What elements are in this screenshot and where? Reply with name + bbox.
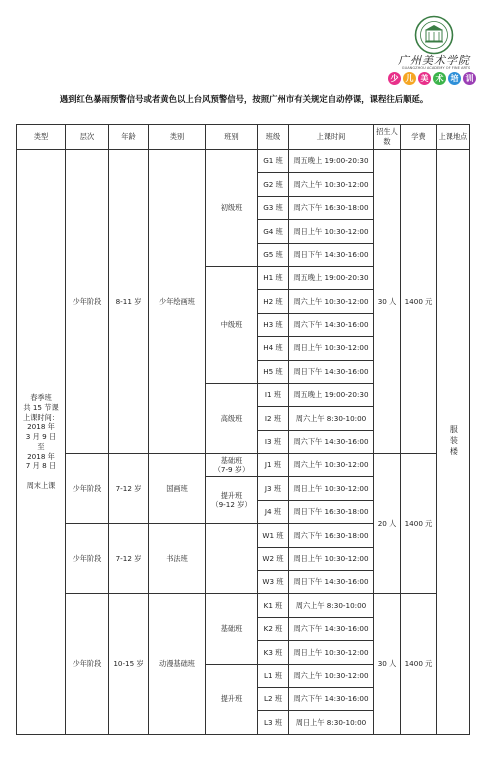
school-name: 广州美术学院 <box>398 54 470 67</box>
class-time-cell: 周日上午 10:30-12:00 <box>289 547 374 570</box>
course-type-line: 周末上课 <box>26 480 56 490</box>
course-type-line: 共 15 节课 <box>23 403 59 412</box>
class-time-cell: 周六上午 10:30-12:00 <box>289 664 374 687</box>
class-tier-cell <box>206 454 258 477</box>
class-id-cell: I1 班 <box>258 383 289 406</box>
class-id-cell: H1 班 <box>258 266 289 289</box>
class-id-cell: W2 班 <box>258 547 289 570</box>
class-tier-cell <box>206 594 258 664</box>
class-tier-name: 提升班 <box>220 490 243 500</box>
class-tier-name: 高级班 <box>220 413 243 423</box>
category-cell: 国画班 <box>149 454 206 524</box>
column-header: 学费 <box>401 125 437 150</box>
school-name-en: GUANGZHOU ACADEMY OF FINE ARTS <box>401 66 471 70</box>
class-id-cell: J1 班 <box>258 454 289 477</box>
category-cell: 动漫基础班 <box>149 594 206 734</box>
class-id-cell: H4 班 <box>258 337 289 360</box>
course-type-line: 7 月 8 日 <box>25 461 57 471</box>
column-header: 类型 <box>17 125 66 150</box>
class-tier-name: 初级班 <box>220 203 243 213</box>
class-time-cell: 周六下午 14:30-16:00 <box>289 430 374 453</box>
class-time-cell: 周六上午 8:30-10:00 <box>289 594 374 617</box>
class-time-cell: 周六下午 14:30-16:00 <box>289 617 374 640</box>
location-cell <box>437 150 470 735</box>
class-time-cell: 周六下午 14:30-16:00 <box>289 313 374 336</box>
enrollment-cell: 20 人 <box>374 454 401 594</box>
notice-text: 遇到红色暴雨预警信号或者黄色以上台风预警信号，按照广州市有关规定自动停课，课程往后顺延。 <box>59 94 429 104</box>
class-id-cell: L3 班 <box>258 711 289 734</box>
class-time-cell: 周日上午 10:30-12:00 <box>289 337 374 360</box>
class-tier-name: 基础班 <box>220 455 243 465</box>
course-type-cell <box>17 150 66 735</box>
class-id-cell: J3 班 <box>258 477 289 500</box>
column-header: 班级 <box>258 125 289 150</box>
age-cell: 8-11 岁 <box>109 150 149 454</box>
table-header-row <box>17 125 470 150</box>
category-cell: 书法班 <box>149 524 206 594</box>
class-tier-cell <box>206 477 258 524</box>
column-header: 类别 <box>149 125 206 150</box>
class-id-cell: G5 班 <box>258 243 289 266</box>
class-time-cell: 周六上午 8:30-10:00 <box>289 407 374 430</box>
class-id-cell: I3 班 <box>258 430 289 453</box>
class-id-cell: I2 班 <box>258 407 289 430</box>
class-id-cell: K1 班 <box>258 594 289 617</box>
course-type-line: 春季班 <box>30 393 52 403</box>
class-id-cell: W1 班 <box>258 524 289 547</box>
column-header: 班别 <box>206 125 258 150</box>
course-type-line: 至 <box>37 441 45 451</box>
program-badge: 少 <box>388 72 401 85</box>
school-logo-icon <box>414 15 454 55</box>
class-time-cell: 周五晚上 19:00-20:30 <box>289 150 374 173</box>
enrollment-cell: 30 人 <box>374 150 401 454</box>
class-id-cell: G4 班 <box>258 220 289 243</box>
course-type-line: 2018 年 <box>27 422 55 432</box>
column-header: 上课时间 <box>289 125 374 150</box>
level-cell: 少年阶段 <box>66 594 109 734</box>
class-time-cell: 周日下午 16:30-18:00 <box>289 500 374 523</box>
column-header: 层次 <box>66 125 109 150</box>
class-id-cell: G3 班 <box>258 196 289 219</box>
table-row <box>17 150 470 173</box>
class-id-cell: H2 班 <box>258 290 289 313</box>
class-time-cell: 周五晚上 19:00-20:30 <box>289 266 374 289</box>
class-tier-cell <box>206 664 258 734</box>
class-tier-age: （9-12 岁） <box>211 500 252 510</box>
program-badge: 培 <box>448 72 461 85</box>
class-time-cell: 周六上午 10:30-12:00 <box>289 454 374 477</box>
program-badge: 美 <box>418 72 431 85</box>
class-tier-cell <box>206 524 258 594</box>
fee-cell: 1400 元 <box>401 454 437 594</box>
table-row <box>17 594 470 617</box>
class-tier-cell <box>206 383 258 453</box>
class-time-cell: 周日上午 8:30-10:00 <box>289 711 374 734</box>
age-cell: 7-12 岁 <box>109 454 149 524</box>
course-type-line <box>17 471 65 481</box>
level-cell: 少年阶段 <box>66 150 109 454</box>
class-tier-age: （7-9 岁） <box>213 465 250 475</box>
class-time-cell: 周六上午 10:30-12:00 <box>289 173 374 196</box>
class-time-cell: 周日下午 14:30-16:00 <box>289 360 374 383</box>
class-tier-name: 提升班 <box>220 694 243 704</box>
enrollment-cell: 30 人 <box>374 594 401 734</box>
table-row <box>17 454 470 477</box>
class-time-cell: 周六上午 10:30-12:00 <box>289 290 374 313</box>
class-id-cell: W3 班 <box>258 571 289 594</box>
class-id-cell: H5 班 <box>258 360 289 383</box>
class-time-cell: 周六下午 14:30-16:00 <box>289 687 374 710</box>
program-badge: 术 <box>433 72 446 85</box>
class-time-cell: 周日上午 10:30-12:00 <box>289 641 374 664</box>
category-cell: 少年绘画班 <box>149 150 206 454</box>
fee-cell: 1400 元 <box>401 150 437 454</box>
class-time-cell: 周日上午 10:30-12:00 <box>289 220 374 243</box>
level-cell: 少年阶段 <box>66 454 109 524</box>
class-id-cell: L2 班 <box>258 687 289 710</box>
fee-cell: 1400 元 <box>401 594 437 734</box>
course-type-line: 2018 年 <box>27 451 55 461</box>
column-header: 年龄 <box>109 125 149 150</box>
class-time-cell: 周日上午 10:30-12:00 <box>289 477 374 500</box>
class-id-cell: G1 班 <box>258 150 289 173</box>
class-time-cell: 周日下午 14:30-16:00 <box>289 571 374 594</box>
program-badge: 训 <box>463 72 476 85</box>
location-text: 服装楼 <box>449 425 459 459</box>
class-tier-name: 基础班 <box>220 624 243 634</box>
course-type-line: 3 月 9 日 <box>25 432 57 442</box>
program-badges <box>388 72 476 85</box>
class-id-cell: G2 班 <box>258 173 289 196</box>
class-time-cell: 周六下午 16:30-18:00 <box>289 524 374 547</box>
class-tier-cell <box>206 150 258 267</box>
column-header: 上课地点 <box>437 125 470 150</box>
class-id-cell: K3 班 <box>258 641 289 664</box>
age-cell: 10-15 岁 <box>109 594 149 734</box>
class-id-cell: K2 班 <box>258 617 289 640</box>
class-id-cell: H3 班 <box>258 313 289 336</box>
class-time-cell: 周五晚上 19:00-20:30 <box>289 383 374 406</box>
schedule-table <box>16 124 470 735</box>
class-id-cell: L1 班 <box>258 664 289 687</box>
level-cell: 少年阶段 <box>66 524 109 594</box>
class-id-cell: J4 班 <box>258 500 289 523</box>
class-time-cell: 周六下午 16:30-18:00 <box>289 196 374 219</box>
column-header: 招生人数 <box>374 125 401 150</box>
program-badge: 儿 <box>403 72 416 85</box>
class-tier-cell <box>206 266 258 383</box>
class-tier-name: 中级班 <box>220 320 243 330</box>
age-cell: 7-12 岁 <box>109 524 149 594</box>
course-type-line: 上课时间： <box>23 412 59 422</box>
class-time-cell: 周日下午 14:30-16:00 <box>289 243 374 266</box>
